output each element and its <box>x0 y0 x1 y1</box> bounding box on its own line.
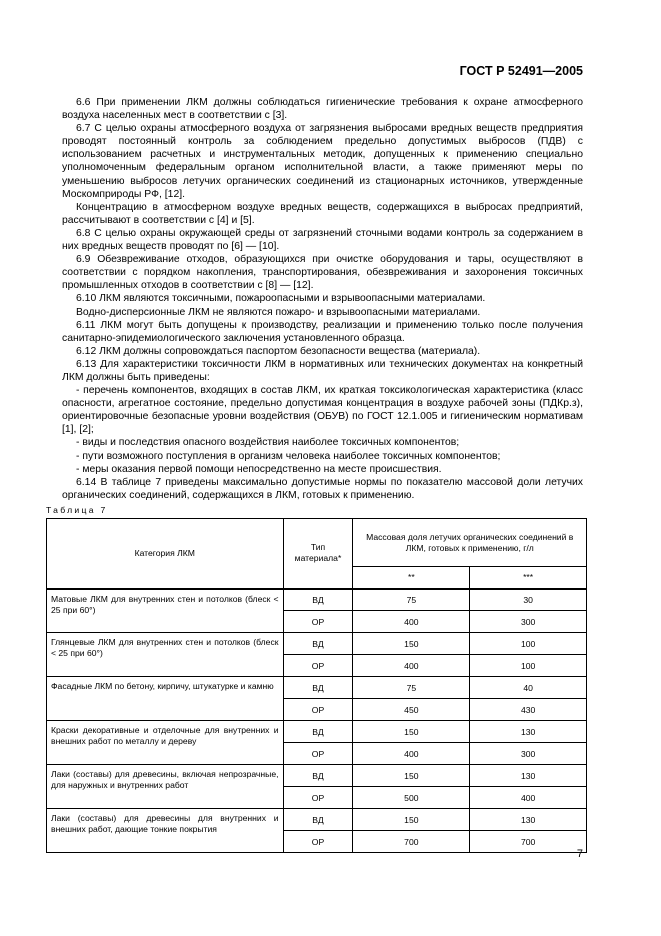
body-text <box>62 96 583 502</box>
paragraph: 6.14 В таблице 7 приведены максимально допустимые нормы по показателю массовой доли летучих органических соединений, содержащихся в ЛКМ, готовых к применению. <box>62 476 583 501</box>
cell-value-stage-1: 400 <box>353 655 470 677</box>
cell-value-stage-1: 400 <box>353 743 470 765</box>
cell-value-stage-2: 130 <box>470 765 587 787</box>
table-row <box>47 633 587 655</box>
paragraph: 6.11 ЛКМ могут быть допущены к производству, реализации и применению только после получения санитарно-эпидемиологического заключения установленного образца. <box>62 319 583 344</box>
cell-value-stage-1: 500 <box>353 787 470 809</box>
paragraph: 6.12 ЛКМ должны сопровождаться паспортом безопасности вещества (материала). <box>76 345 481 357</box>
cell-material-type: ОР <box>283 787 353 809</box>
paragraph: 6.8 С целью охраны окружающей среды от загрязнений сточными водами контроль за содержанием в них вредных веществ проводят по [6] — [10]. <box>62 227 583 253</box>
paragraph: Концентрацию в атмосферном воздухе вредных веществ, содержащихся в выбросах предприятий, рассчитывают в соответствии с [4] и [5]. <box>62 201 583 226</box>
paragraph: - перечень компонентов, входящих в состав ЛКМ, их краткая токсикологическая характеристика (класс опасности, агрегатное состояние, предельно допустимая концентрация в воздухе рабочей зоны (ПДКр.з), ориентировочные безопасные уровни воздействия (ОБУВ) по ГОСТ 12.1.005 и гигиеническим нормативам [1], [2]; <box>62 385 583 436</box>
cell-value-stage-2: 300 <box>470 611 587 633</box>
paragraph: 6.7 С целью охраны атмосферного воздуха от загрязнения выбросами вредных веществ предприятия проводят постоянный контроль за соблюдением предельно допустимых выбросов (ПДВ) с использованием расчетных и инструментальных методик, допущенных к применению специально уполномоченным федеральным органом исполнительной власти, а также применяют меры по уменьшению выбросов летучих органических соединений из стационарных источников, утвержденные Москомприроды РФ, [12]. <box>62 123 583 200</box>
cell-value-stage-2: 430 <box>470 699 587 721</box>
table-row <box>47 677 587 699</box>
header-mass-fraction: Массовая доля летучих органических соединений в ЛКМ, готовых к применению, г/л <box>353 519 587 567</box>
cell-material-type: ОР <box>283 611 353 633</box>
cell-material-type: ВД <box>283 633 353 655</box>
cell-material-type: ОР <box>283 831 353 853</box>
paragraph: 6.10 ЛКМ являются токсичными, пожароопасными и взрывоопасными материалами. <box>76 293 486 305</box>
cell-category: Фасадные ЛКМ по бетону, кирпичу, штукатурке и камню <box>47 677 284 721</box>
table-row <box>47 589 587 611</box>
cell-value-stage-2: 100 <box>470 655 587 677</box>
header-category: Категория ЛКМ <box>47 519 284 589</box>
table-7 <box>46 518 587 853</box>
cell-value-stage-1: 150 <box>353 809 470 831</box>
cell-value-stage-2: 30 <box>470 589 587 611</box>
paragraph: - меры оказания первой помощи непосредственно на месте происшествия. <box>76 463 442 475</box>
cell-value-stage-1: 150 <box>353 765 470 787</box>
cell-material-type: ВД <box>283 677 353 699</box>
cell-category: Лаки (составы) для древесины, включая непрозрачные, для наружных и внутренних работ <box>47 765 284 809</box>
paragraph: 6.13 Для характеристики токсичности ЛКМ в нормативных или технических документах на конкретный ЛКМ должны быть приведены: <box>62 358 583 383</box>
cell-material-type: ВД <box>283 589 353 611</box>
cell-material-type: ОР <box>283 699 353 721</box>
cell-value-stage-2: 130 <box>470 809 587 831</box>
cell-value-stage-1: 450 <box>353 699 470 721</box>
table-row <box>47 765 587 787</box>
cell-category: Матовые ЛКМ для внутренних стен и потолков (блеск < 25 при 60°) <box>47 589 284 633</box>
paragraph: 6.9 Обезвреживание отходов, образующихся при очистке оборудования и тары, осуществляют в соответствии с порядком накопления, транспортирования, обезвреживания и захоронения токсичных промышленных отходов в соответствии с [8] — [12]. <box>62 254 583 292</box>
paragraph: 6.6 При применении ЛКМ должны соблюдаться гигиенические требования к охране атмосферного воздуха населенных мест в соответствии с [3]. <box>62 97 583 122</box>
cell-category: Лаки (составы) для древесины для внутренних и внешних работ, дающие тонкие покрытия <box>47 809 284 853</box>
table-row <box>47 809 587 831</box>
cell-value-stage-2: 40 <box>470 677 587 699</box>
cell-value-stage-2: 100 <box>470 633 587 655</box>
header-col-stage-1: ** <box>353 567 470 589</box>
paragraph: Водно-дисперсионные ЛКМ не являются пожаро- и взрывоопасными материалами. <box>76 306 481 318</box>
cell-value-stage-2: 130 <box>470 721 587 743</box>
cell-value-stage-1: 75 <box>353 589 470 611</box>
cell-material-type: ВД <box>283 721 353 743</box>
cell-value-stage-2: 400 <box>470 787 587 809</box>
header-material-type: Тип материала* <box>283 519 353 589</box>
cell-category: Глянцевые ЛКМ для внутренних стен и потолков (блеск < 25 при 60°) <box>47 633 284 677</box>
cell-value-stage-2: 700 <box>470 831 587 853</box>
cell-material-type: ОР <box>283 655 353 677</box>
header-col-stage-2: *** <box>470 567 587 589</box>
cell-value-stage-1: 150 <box>353 633 470 655</box>
table-caption: Таблица 7 <box>46 505 108 515</box>
cell-material-type: ВД <box>283 809 353 831</box>
cell-material-type: ОР <box>283 743 353 765</box>
cell-value-stage-1: 150 <box>353 721 470 743</box>
cell-value-stage-1: 700 <box>353 831 470 853</box>
paragraph: - виды и последствия опасного воздействия наиболее токсичных компонентов; <box>76 437 460 449</box>
paragraph: - пути возможного поступления в организм человека наиболее токсичных компонентов; <box>76 450 501 462</box>
cell-category: Краски декоративные и отделочные для внутренних и внешних работ по металлу и дереву <box>47 721 284 765</box>
cell-material-type: ВД <box>283 765 353 787</box>
cell-value-stage-1: 75 <box>353 677 470 699</box>
document-header: ГОСТ Р 52491—2005 <box>459 64 583 78</box>
cell-value-stage-2: 300 <box>470 743 587 765</box>
table-row <box>47 721 587 743</box>
page-number: 7 <box>576 848 583 860</box>
cell-value-stage-1: 400 <box>353 611 470 633</box>
